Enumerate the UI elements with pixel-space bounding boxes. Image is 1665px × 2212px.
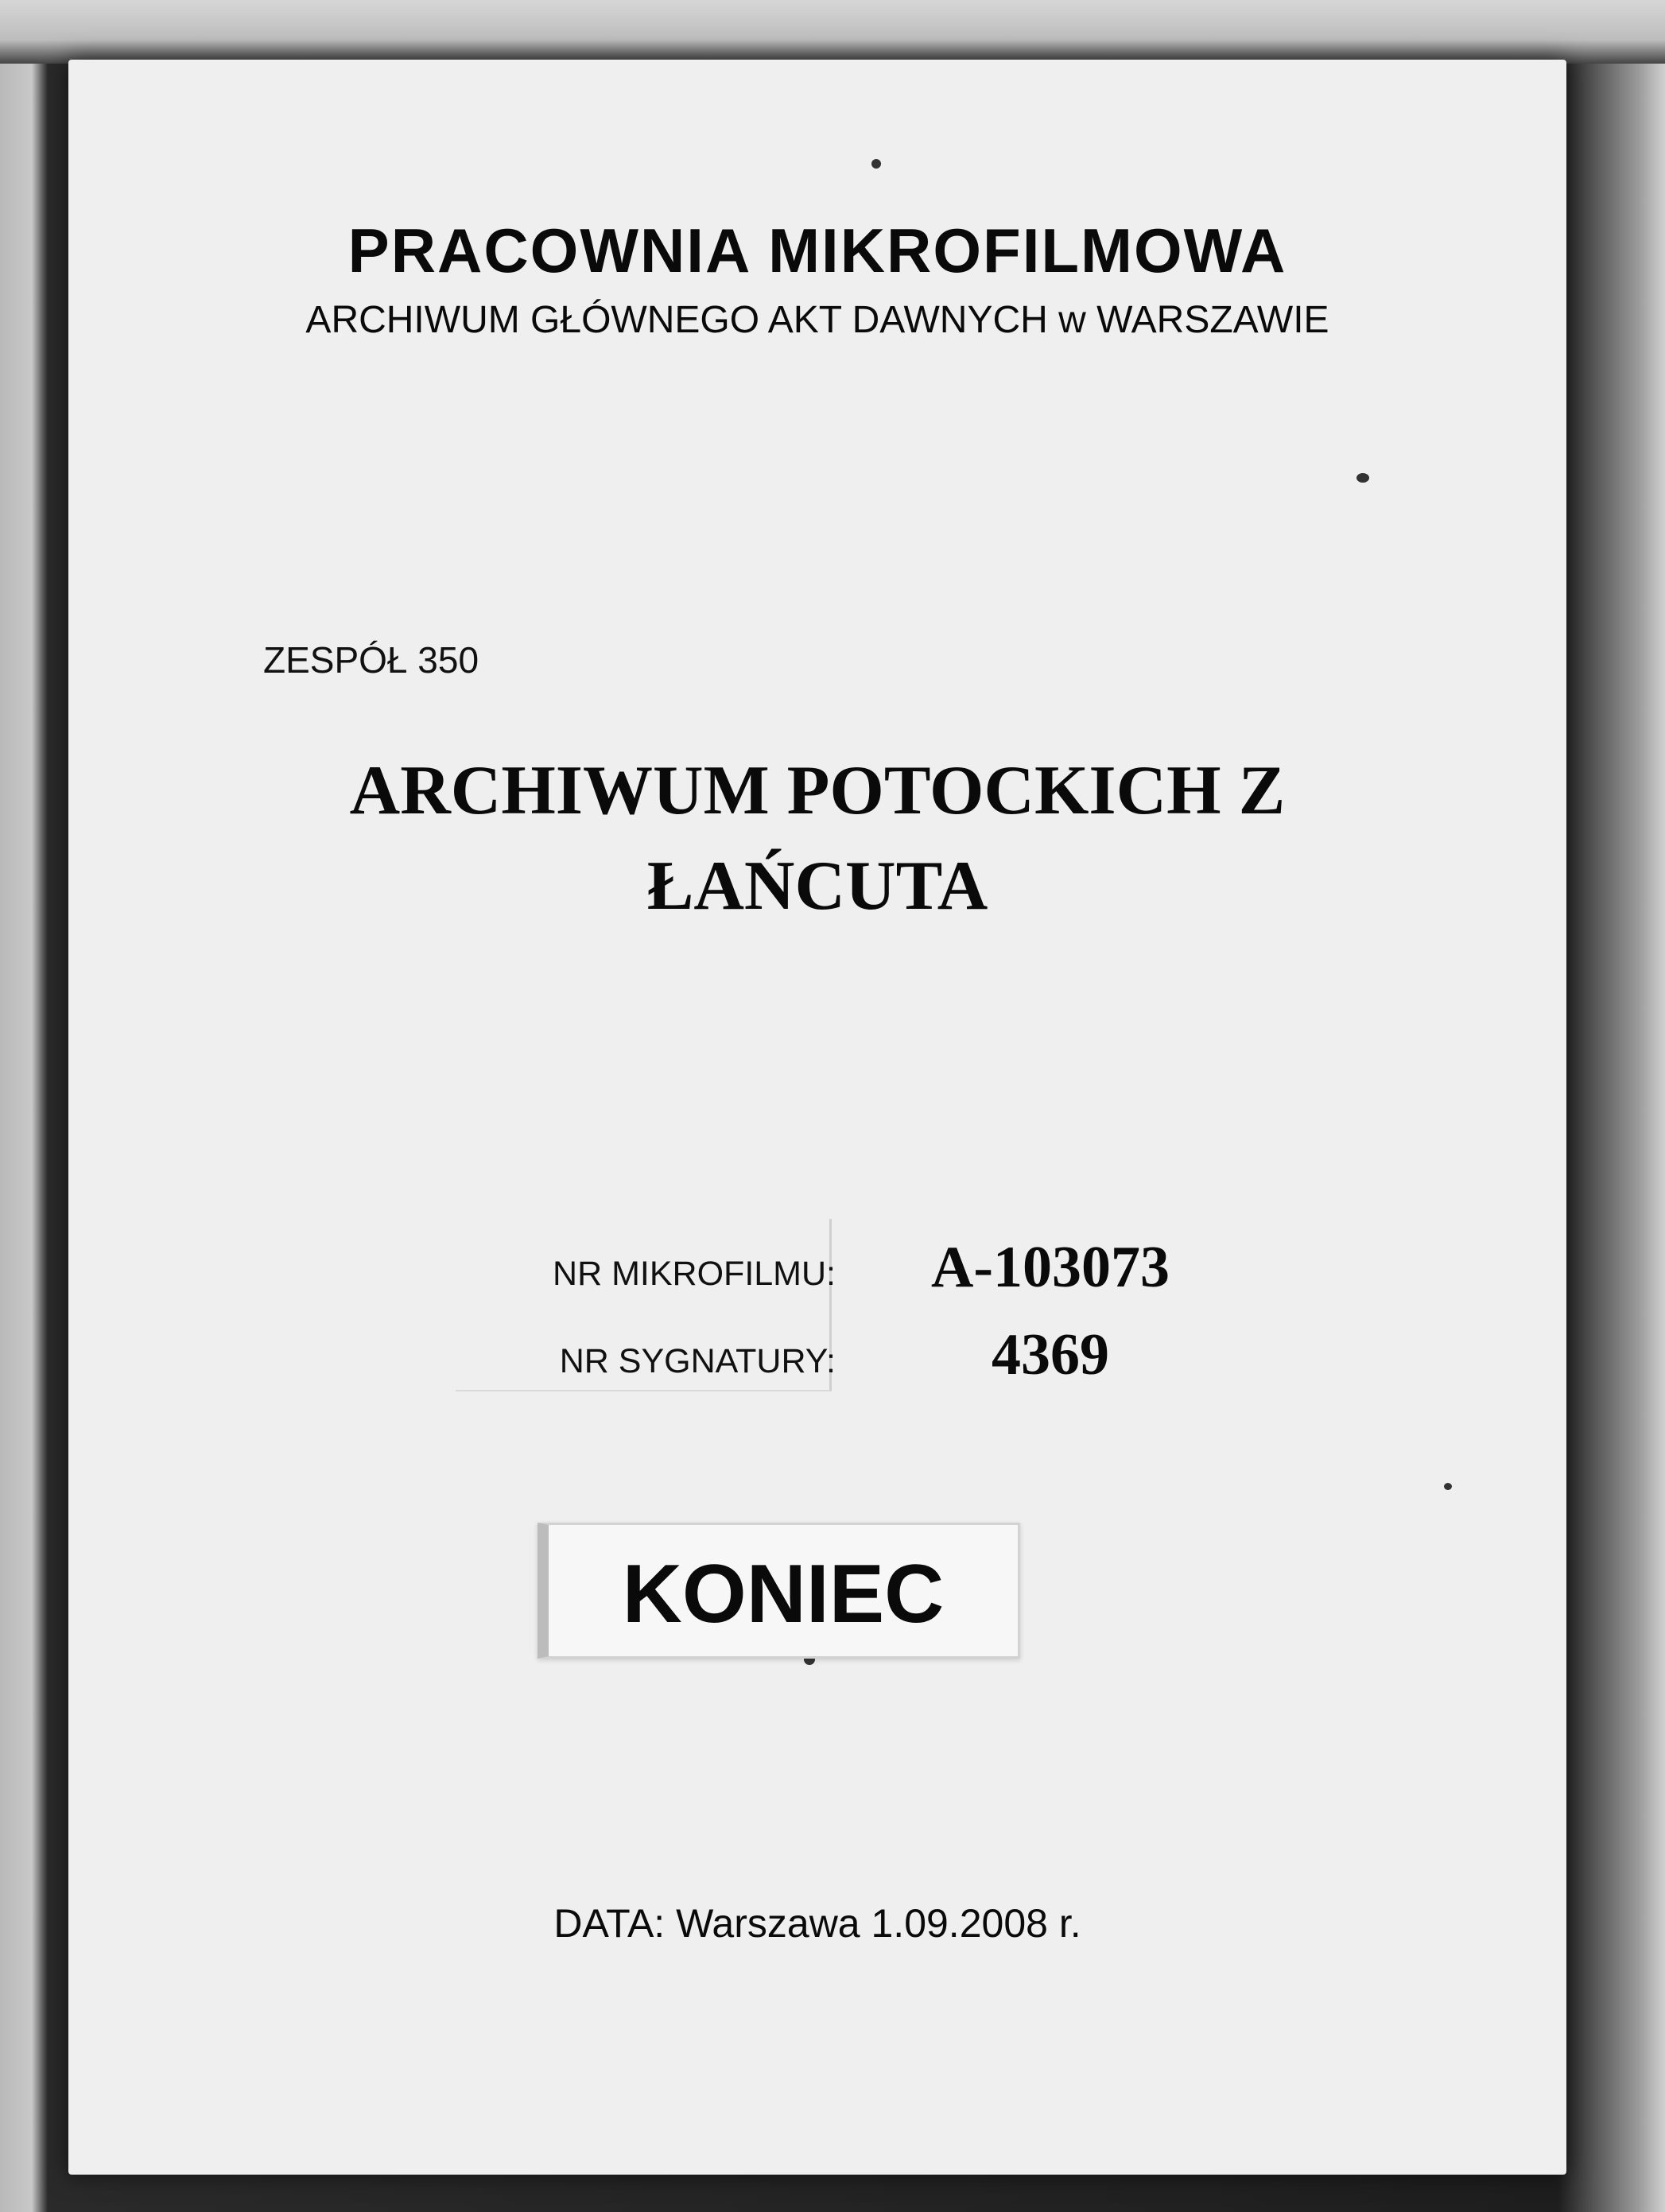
- end-stamp: [538, 1523, 1020, 1659]
- record-table: [474, 1217, 1253, 1391]
- microfilm-row: [474, 1217, 1253, 1304]
- microfilm-label: NR MIKROFILMU:: [553, 1255, 836, 1293]
- microfilm-number: A-103073: [930, 1235, 1170, 1300]
- date-line: DATA: Warszawa 1.09.2008 r.: [553, 1901, 1081, 1946]
- signature-number: 4369: [992, 1322, 1109, 1387]
- collection-number: ZESPÓŁ 350: [263, 639, 479, 681]
- document-sheet: [68, 60, 1566, 2175]
- collection-title-line2: ŁAŃCUTA: [646, 848, 988, 925]
- end-marker: KONIEC: [622, 1548, 945, 1640]
- dust-speck: [871, 159, 881, 169]
- collection-title: [68, 743, 1566, 934]
- archive-name: ARCHIWUM GŁÓWNEGO AKT DAWNYCH w WARSZAWIE: [305, 299, 1329, 341]
- dust-speck: [1444, 1483, 1452, 1490]
- scan-top-edge: [0, 0, 1665, 64]
- collection-title-line1: ARCHIWUM POTOCKICH Z: [349, 752, 1286, 829]
- signature-row: [474, 1304, 1253, 1391]
- dust-speck: [1356, 473, 1369, 483]
- lab-name: PRACOWNIA MIKROFILMOWA: [347, 215, 1287, 285]
- signature-label: NR SYGNATURY:: [559, 1342, 836, 1380]
